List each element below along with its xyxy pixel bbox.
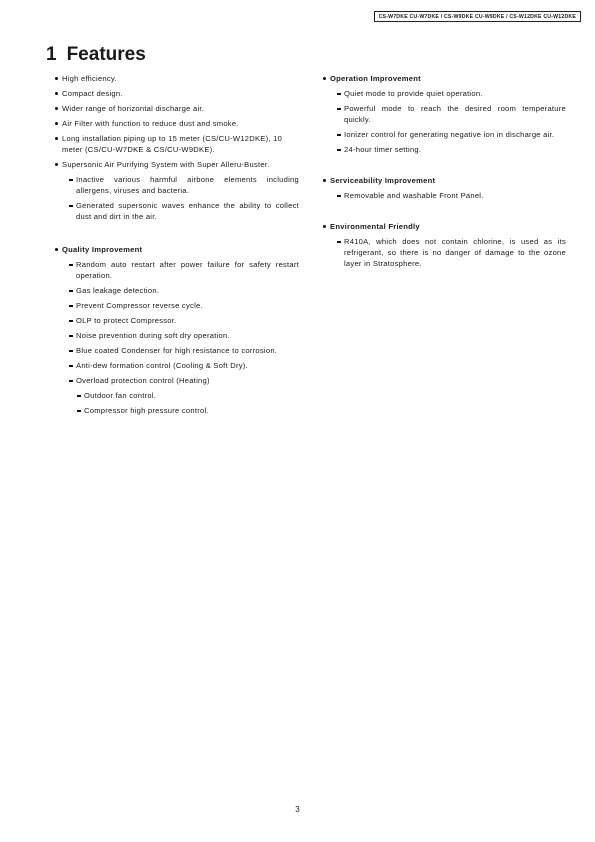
environmental-friendly-section bbox=[322, 221, 566, 269]
sub-item: Quiet mode to provide quiet operation. bbox=[330, 88, 566, 99]
sub-item: Random auto restart after power failure for safety restart operation. bbox=[62, 259, 299, 281]
environmental-friendly-heading: Environmental Friendly bbox=[330, 222, 420, 231]
sub-item: 24-hour timer setting. bbox=[330, 144, 566, 155]
feature-item: Wider range of horizontal discharge air. bbox=[54, 103, 299, 114]
environmental-friendly-list bbox=[330, 236, 566, 269]
operation-improvement-heading: Operation Improvement bbox=[330, 74, 421, 83]
left-column bbox=[54, 73, 299, 420]
page-number: 3 bbox=[295, 805, 300, 814]
feature-item: Compact design. bbox=[54, 88, 299, 99]
sub-item: Blue coated Condenser for high resistance to corrosion. bbox=[62, 345, 299, 356]
sub-item: R410A, which does not contain chlorine, is used as its refrigerant, so there is no danger of damage to the ozone layer in Stratosphere. bbox=[330, 236, 566, 269]
section-number: 1 bbox=[46, 44, 57, 65]
operation-improvement-list bbox=[330, 88, 566, 155]
sub-item: Powerful mode to reach the desired room temperature quickly. bbox=[330, 103, 566, 125]
sub-item-overload bbox=[62, 375, 299, 416]
overload-sublist bbox=[76, 390, 299, 416]
general-features-list bbox=[54, 73, 299, 222]
sub-item: Gas leakage detection. bbox=[62, 285, 299, 296]
model-number-tag: CS-W7DKE CU-W7DKE / CS-W9DKE CU-W9DKE / CS-W12DKE CU-W12DKE bbox=[374, 11, 581, 22]
feature-item: Long installation piping up to 15 meter (CS/CU-W12DKE), 10 meter (CS/CU-W7DKE & CS/CU-W9DKE). bbox=[54, 133, 299, 155]
operation-improvement-section bbox=[322, 73, 566, 155]
serviceability-improvement-heading: Serviceability Improvement bbox=[330, 176, 436, 185]
quality-improvement-heading: Quality Improvement bbox=[62, 245, 143, 254]
sub-item: Prevent Compressor reverse cycle. bbox=[62, 300, 299, 311]
feature-item: High efficiency. bbox=[54, 73, 299, 84]
section-heading-item bbox=[322, 73, 566, 155]
section-title bbox=[46, 44, 146, 66]
serviceability-improvement-section bbox=[322, 175, 566, 201]
sub-item: Inactive various harmful airbone elements including allergens, viruses and bacteria. bbox=[62, 174, 299, 196]
sub-item: Anti-dew formation control (Cooling & Soft Dry). bbox=[62, 360, 299, 371]
quality-improvement-section bbox=[54, 244, 299, 416]
feature-item: Air Filter with function to reduce dust and smoke. bbox=[54, 118, 299, 129]
feature-item-supersonic bbox=[54, 159, 299, 222]
sub-sub-item: Outdoor fan control. bbox=[76, 390, 299, 401]
serviceability-improvement-list bbox=[330, 190, 566, 201]
supersonic-sublist bbox=[62, 174, 299, 222]
sub-sub-item: Compressor high pressure control. bbox=[76, 405, 299, 416]
sub-item: OLP to protect Compressor. bbox=[62, 315, 299, 326]
sub-item-text: Overload protection control (Heating) bbox=[76, 376, 210, 385]
sub-item: Ionizer control for generating negative ion in discharge air. bbox=[330, 129, 566, 140]
section-heading-item bbox=[54, 244, 299, 416]
section-heading-item bbox=[322, 221, 566, 269]
sub-item: Noise prevention during soft dry operation. bbox=[62, 330, 299, 341]
section-heading-item bbox=[322, 175, 566, 201]
feature-item-text: Supersonic Air Purifying System with Super Alleru-Buster. bbox=[62, 160, 270, 169]
right-column bbox=[322, 73, 566, 273]
quality-improvement-list bbox=[62, 259, 299, 416]
sub-item: Removable and washable Front Panel. bbox=[330, 190, 566, 201]
sub-item: Generated supersonic waves enhance the ability to collect dust and dirt in the air. bbox=[62, 200, 299, 222]
section-title-text: Features bbox=[66, 44, 146, 65]
